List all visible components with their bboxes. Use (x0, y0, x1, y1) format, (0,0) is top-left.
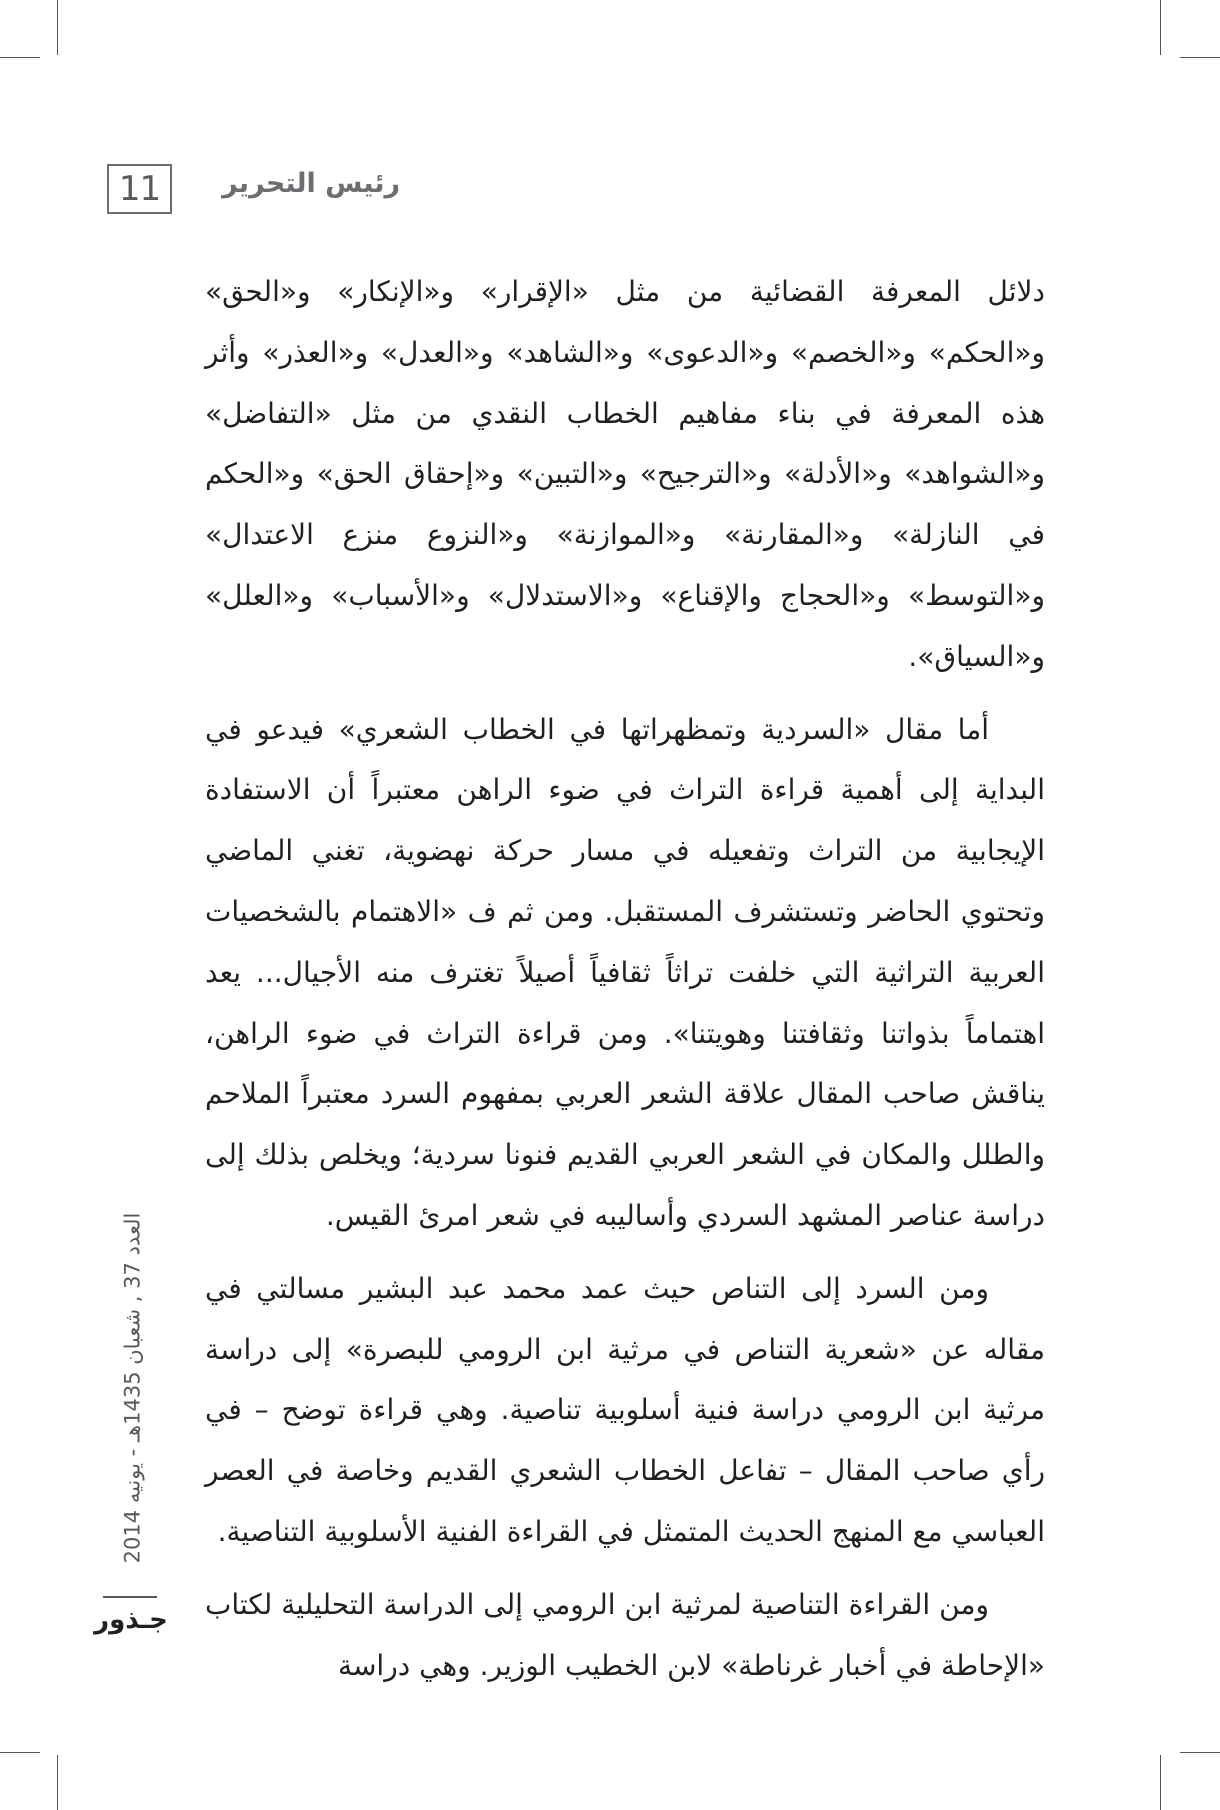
crop-mark-top-left-horizontal (0, 57, 40, 58)
running-title: رئيس التحرير (222, 168, 400, 199)
crop-mark-bottom-left-vertical (57, 1755, 58, 1810)
body-paragraph-1: دلائل المعرفة القضائية من مثل «الإقرار» و«الإنكار» و«الحق» و«الحكم» و«الخصم» و«الدعوى» و«الشاهد» و«العدل» و«العذر» وأثر هذه المعرفة في بناء مفاهيم الخطاب النقدي من مثل «التفاضل» و«الشواهد» و«الأدلة» و«الترجيح» و«التبين» و«إحقاق الحق» و«الحكم في النازلة» و«المقارنة» و«الموازنة» و«النزوع منزع الاعتدال» و«التوسط» و«الحجاج والإقناع» و«الاستدلال» و«الأسباب» و«العلل» و«السياق». (205, 275, 1045, 673)
issue-info-text: العدد 37 , شعبان 1435هـ - يونيه 2014 (120, 1212, 144, 1564)
issue-info-vertical (112, 1186, 152, 1590)
crop-mark-top-right-vertical (1160, 0, 1161, 55)
page-number (107, 164, 172, 214)
body-paragraph-3: ومن السرد إلى التناص حيث عمد محمد عبد البشير مسالتي في مقاله عن «شعرية التناص في مرثية ابن الرومي للبصرة» إلى دراسة مرثية ابن الرومي دراسة فنية أسلوبية تناصية. وهي قراءة توضح – في رأي صاحب المقال – تفاعل الخطاب الشعري القديم وخاصة في العصر العباسي مع المنهج الحديث المتمثل في القراءة الفنية الأسلوبية التناصية. (205, 1271, 1045, 1548)
crop-mark-bottom-left-horizontal (0, 1752, 40, 1753)
crop-mark-bottom-right-vertical (1160, 1755, 1161, 1810)
journal-logo: جـذور (94, 1605, 168, 1635)
crop-mark-bottom-right-horizontal (1180, 1752, 1220, 1753)
body-paragraph-2: أما مقال «السردية وتمظهراتها في الخطاب الشعري» فيدعو في البداية إلى أهمية قراءة التراث في ضوء الراهن معتبراً أن الاستفادة الإيجابية من التراث وتفعيله في مسار حركة نهضوية، تغني الماضي وتحتوي الحاضر وتستشرف المستقبل. ومن ثم ف «الاهتمام بالشخصيات العربية التراثية التي خلفت تراثاً ثقافياً أصيلاً تغترف منه الأجيال... يعد اهتماماً بذواتنا وثقافتنا وهويتنا». ومن قراءة التراث في ضوء الراهن، يناقش صاحب المقال علاقة الشعر العربي بمفهوم السرد معتبراً الملاحم والطلل والمكان في الشعر العربي القديم فنونا سردية؛ ويخلص بذلك إلى دراسة عناصر المشهد السردي وأساليبه في شعر امرئ القيس. (205, 712, 1045, 1232)
crop-mark-top-left-vertical (57, 0, 58, 55)
page-number-text: 11 (118, 169, 161, 209)
crop-mark-top-right-horizontal (1180, 57, 1220, 58)
article-body (205, 262, 1045, 1682)
body-paragraph-4: ومن القراءة التناصية لمرثية ابن الرومي إلى الدراسة التحليلية لكتاب «الإحاطة في أخبار غرناطة» لابن الخطيب الوزير. وهي دراسة (205, 1587, 1045, 1682)
